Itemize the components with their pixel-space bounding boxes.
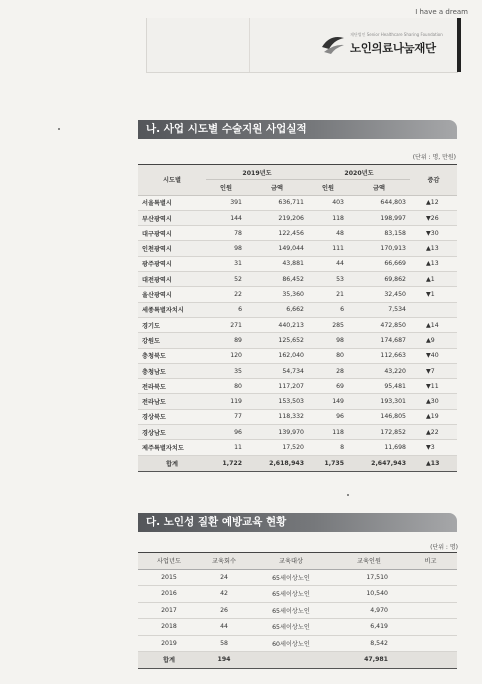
total-label: 합계 bbox=[138, 455, 206, 471]
header-amount: 금액 bbox=[348, 180, 410, 195]
amount-2020-cell: 32,450 bbox=[348, 287, 410, 302]
note-cell bbox=[404, 586, 457, 603]
unit-note: (단위 : 명, 만원) bbox=[412, 154, 456, 161]
scan-speck bbox=[347, 494, 349, 496]
region-cell: 광주광역시 bbox=[138, 256, 206, 271]
table-row bbox=[138, 302, 457, 317]
change-cell: ▼7 bbox=[410, 363, 457, 378]
people-2020-cell: 8 bbox=[308, 440, 348, 455]
people-2020-cell: 48 bbox=[308, 226, 348, 241]
amount-2020-cell: 146,805 bbox=[348, 409, 410, 424]
header-accent-bar bbox=[457, 18, 461, 72]
foundation-logo bbox=[320, 30, 455, 60]
people-2019-cell: 6 bbox=[206, 302, 246, 317]
amount-2020-cell: 198,997 bbox=[348, 210, 410, 225]
amount-2019-cell: 440,213 bbox=[246, 317, 308, 332]
people-2020-cell: 98 bbox=[308, 333, 348, 348]
change-cell bbox=[410, 302, 457, 317]
amount-2019-cell: 153,503 bbox=[246, 394, 308, 409]
change-cell: ▲19 bbox=[410, 409, 457, 424]
amount-2019-cell: 54,734 bbox=[246, 363, 308, 378]
table-row bbox=[138, 409, 457, 424]
target-cell: 60세이상노인 bbox=[248, 635, 334, 652]
header-divider bbox=[249, 18, 250, 72]
count-cell: 42 bbox=[200, 586, 248, 603]
people-2019-cell: 31 bbox=[206, 256, 246, 271]
count-cell: 58 bbox=[200, 635, 248, 652]
amount-2020-cell: 83,158 bbox=[348, 226, 410, 241]
region-cell: 서울특별시 bbox=[138, 195, 206, 210]
amount-2019-cell: 6,662 bbox=[246, 302, 308, 317]
people-2020-cell: 403 bbox=[308, 195, 348, 210]
region-cell: 전라북도 bbox=[138, 379, 206, 394]
people-2019-cell: 89 bbox=[206, 333, 246, 348]
people-2020-cell: 44 bbox=[308, 256, 348, 271]
year-cell: 2017 bbox=[138, 602, 200, 619]
count-cell: 44 bbox=[200, 619, 248, 636]
amount-2019-cell: 17,520 bbox=[246, 440, 308, 455]
change-cell: ▲14 bbox=[410, 317, 457, 332]
total-people-2020: 1,735 bbox=[308, 455, 348, 471]
region-cell: 대전광역시 bbox=[138, 272, 206, 287]
table-row bbox=[138, 348, 457, 363]
amount-2020-cell: 174,687 bbox=[348, 333, 410, 348]
header-people: 인원 bbox=[308, 180, 348, 195]
scan-speck bbox=[58, 128, 60, 130]
section-title-prevention-education: 다. 노인성 질환 예방교육 현황 bbox=[138, 513, 457, 532]
amount-2020-cell: 172,852 bbox=[348, 425, 410, 440]
table-row bbox=[138, 586, 457, 603]
header-region: 시도별 bbox=[138, 165, 206, 196]
target-cell: 65세이상노인 bbox=[248, 619, 334, 636]
amount-2019-cell: 86,452 bbox=[246, 272, 308, 287]
region-cell: 충청남도 bbox=[138, 363, 206, 378]
amount-2019-cell: 118,332 bbox=[246, 409, 308, 424]
amount-2019-cell: 149,044 bbox=[246, 241, 308, 256]
amount-2019-cell: 43,881 bbox=[246, 256, 308, 271]
people-2020-cell: 96 bbox=[308, 409, 348, 424]
table-row bbox=[138, 333, 457, 348]
table-row bbox=[138, 363, 457, 378]
people-2020-cell: 53 bbox=[308, 272, 348, 287]
total-target bbox=[248, 652, 334, 669]
count-cell: 26 bbox=[200, 602, 248, 619]
header-people: 교육인원 bbox=[334, 553, 404, 570]
amount-2019-cell: 122,456 bbox=[246, 226, 308, 241]
region-cell: 전라남도 bbox=[138, 394, 206, 409]
total-change: ▲13 bbox=[410, 455, 457, 471]
table-row bbox=[138, 287, 457, 302]
total-count: 194 bbox=[200, 652, 248, 669]
header-year-2020: 2020년도 bbox=[308, 165, 410, 180]
year-cell: 2015 bbox=[138, 569, 200, 586]
table-row bbox=[138, 256, 457, 271]
note-cell bbox=[404, 602, 457, 619]
header-note: 비고 bbox=[404, 553, 457, 570]
table-row bbox=[138, 317, 457, 332]
change-cell: ▲12 bbox=[410, 195, 457, 210]
change-cell: ▲13 bbox=[410, 241, 457, 256]
total-people: 47,981 bbox=[334, 652, 404, 669]
target-cell: 65세이상노인 bbox=[248, 569, 334, 586]
table-row bbox=[138, 619, 457, 636]
region-cell: 제주특별자치도 bbox=[138, 440, 206, 455]
header-count: 교육회수 bbox=[200, 553, 248, 570]
region-cell: 충청북도 bbox=[138, 348, 206, 363]
header-people: 인원 bbox=[206, 180, 246, 195]
header-year: 사업년도 bbox=[138, 553, 200, 570]
people-2019-cell: 80 bbox=[206, 379, 246, 394]
header-year-2019: 2019년도 bbox=[206, 165, 308, 180]
people-2019-cell: 52 bbox=[206, 272, 246, 287]
amount-2020-cell: 193,301 bbox=[348, 394, 410, 409]
change-cell: ▼1 bbox=[410, 287, 457, 302]
amount-2020-cell: 644,803 bbox=[348, 195, 410, 210]
people-2019-cell: 77 bbox=[206, 409, 246, 424]
people-2019-cell: 271 bbox=[206, 317, 246, 332]
people-2019-cell: 22 bbox=[206, 287, 246, 302]
note-cell bbox=[404, 569, 457, 586]
table-row bbox=[138, 602, 457, 619]
region-cell: 강원도 bbox=[138, 333, 206, 348]
change-cell: ▲9 bbox=[410, 333, 457, 348]
amount-2019-cell: 125,652 bbox=[246, 333, 308, 348]
people-cell: 8,542 bbox=[334, 635, 404, 652]
amount-2020-cell: 43,220 bbox=[348, 363, 410, 378]
section-title-surgery-support: 나. 사업 시도별 수술지원 사업실적 bbox=[138, 120, 457, 139]
header-target: 교육대상 bbox=[248, 553, 334, 570]
people-2020-cell: 28 bbox=[308, 363, 348, 378]
header-change: 증감 bbox=[410, 165, 457, 196]
amount-2020-cell: 66,669 bbox=[348, 256, 410, 271]
note-cell bbox=[404, 619, 457, 636]
people-cell: 4,970 bbox=[334, 602, 404, 619]
logo-mark-icon bbox=[320, 32, 346, 56]
people-cell: 6,419 bbox=[334, 619, 404, 636]
unit-note: (단위 : 명) bbox=[430, 544, 458, 551]
people-2020-cell: 285 bbox=[308, 317, 348, 332]
amount-2019-cell: 219,206 bbox=[246, 210, 308, 225]
amount-2020-cell: 170,913 bbox=[348, 241, 410, 256]
people-2020-cell: 69 bbox=[308, 379, 348, 394]
table-row bbox=[138, 379, 457, 394]
people-2019-cell: 35 bbox=[206, 363, 246, 378]
people-2020-cell: 80 bbox=[308, 348, 348, 363]
table-row bbox=[138, 241, 457, 256]
table-row bbox=[138, 394, 457, 409]
people-2020-cell: 149 bbox=[308, 394, 348, 409]
people-2020-cell: 118 bbox=[308, 210, 348, 225]
header-amount: 금액 bbox=[246, 180, 308, 195]
count-cell: 24 bbox=[200, 569, 248, 586]
region-cell: 인천광역시 bbox=[138, 241, 206, 256]
people-2019-cell: 119 bbox=[206, 394, 246, 409]
total-people-2019: 1,722 bbox=[206, 455, 246, 471]
change-cell: ▼40 bbox=[410, 348, 457, 363]
people-2019-cell: 98 bbox=[206, 241, 246, 256]
region-cell: 경상북도 bbox=[138, 409, 206, 424]
people-2019-cell: 96 bbox=[206, 425, 246, 440]
amount-2020-cell: 69,862 bbox=[348, 272, 410, 287]
people-2019-cell: 391 bbox=[206, 195, 246, 210]
table-row bbox=[138, 425, 457, 440]
amount-2019-cell: 117,207 bbox=[246, 379, 308, 394]
change-cell: ▼3 bbox=[410, 440, 457, 455]
table-row bbox=[138, 635, 457, 652]
amount-2019-cell: 162,040 bbox=[246, 348, 308, 363]
year-cell: 2019 bbox=[138, 635, 200, 652]
change-cell: ▲13 bbox=[410, 256, 457, 271]
change-cell: ▲1 bbox=[410, 272, 457, 287]
target-cell: 65세이상노인 bbox=[248, 586, 334, 603]
region-cell: 세종특별자치시 bbox=[138, 302, 206, 317]
people-2020-cell: 21 bbox=[308, 287, 348, 302]
region-cell: 경기도 bbox=[138, 317, 206, 332]
total-note bbox=[404, 652, 457, 669]
region-cell: 대구광역시 bbox=[138, 226, 206, 241]
amount-2019-cell: 636,711 bbox=[246, 195, 308, 210]
total-label: 합계 bbox=[138, 652, 200, 669]
header-motto: I have a dream bbox=[415, 8, 468, 16]
people-2019-cell: 11 bbox=[206, 440, 246, 455]
logo-name: 노인의료나눔재단 bbox=[350, 41, 436, 55]
year-cell: 2016 bbox=[138, 586, 200, 603]
table-row bbox=[138, 440, 457, 455]
people-2020-cell: 118 bbox=[308, 425, 348, 440]
year-cell: 2018 bbox=[138, 619, 200, 636]
amount-2020-cell: 95,481 bbox=[348, 379, 410, 394]
logo-subtitle: 재단법인 Senior Healthcare Sharing Foundation bbox=[350, 32, 443, 37]
table-row bbox=[138, 272, 457, 287]
surgery-support-table bbox=[138, 164, 457, 472]
total-amount-2020: 2,647,943 bbox=[348, 455, 410, 471]
people-2019-cell: 78 bbox=[206, 226, 246, 241]
region-cell: 부산광역시 bbox=[138, 210, 206, 225]
change-cell: ▼11 bbox=[410, 379, 457, 394]
table-row bbox=[138, 569, 457, 586]
people-2020-cell: 6 bbox=[308, 302, 348, 317]
people-cell: 17,510 bbox=[334, 569, 404, 586]
people-2019-cell: 144 bbox=[206, 210, 246, 225]
people-2020-cell: 111 bbox=[308, 241, 348, 256]
change-cell: ▼30 bbox=[410, 226, 457, 241]
amount-2020-cell: 472,850 bbox=[348, 317, 410, 332]
amount-2020-cell: 112,663 bbox=[348, 348, 410, 363]
table-row bbox=[138, 195, 457, 210]
target-cell: 65세이상노인 bbox=[248, 602, 334, 619]
prevention-education-table bbox=[138, 552, 457, 669]
total-amount-2019: 2,618,943 bbox=[246, 455, 308, 471]
total-row bbox=[138, 652, 457, 669]
amount-2019-cell: 139,970 bbox=[246, 425, 308, 440]
change-cell: ▲22 bbox=[410, 425, 457, 440]
note-cell bbox=[404, 635, 457, 652]
table-row bbox=[138, 210, 457, 225]
people-2019-cell: 120 bbox=[206, 348, 246, 363]
region-cell: 경상남도 bbox=[138, 425, 206, 440]
change-cell: ▲30 bbox=[410, 394, 457, 409]
total-row bbox=[138, 455, 457, 471]
amount-2020-cell: 7,534 bbox=[348, 302, 410, 317]
table-row bbox=[138, 226, 457, 241]
people-cell: 10,540 bbox=[334, 586, 404, 603]
region-cell: 울산광역시 bbox=[138, 287, 206, 302]
amount-2019-cell: 35,360 bbox=[246, 287, 308, 302]
change-cell: ▼26 bbox=[410, 210, 457, 225]
amount-2020-cell: 11,698 bbox=[348, 440, 410, 455]
